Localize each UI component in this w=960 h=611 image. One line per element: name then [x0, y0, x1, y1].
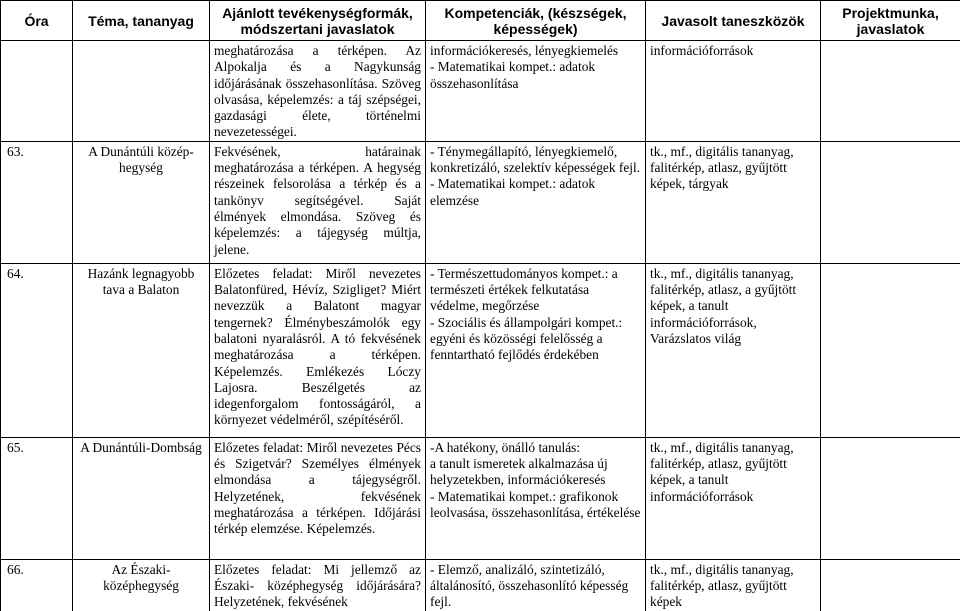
table-row	[1, 263, 960, 437]
cell-tema: Az Északi-középhegység	[73, 559, 210, 611]
cell-eszkoz: tk., mf., digitális tananyag, falitérkép, atlasz, a gyűjtött képek, a tanult információforrások, Varázslatos világ	[646, 263, 821, 437]
cell-tevekenyseg: Előzetes feladat: Miről nevezetes Pécs és Szigetvár? Személyes élmények elmondása a tájegységről. Helyzetének, fekvésének meghatározása a térképen. Időjárási térkép elemzése. Képelemzés.	[210, 437, 426, 559]
header-row	[1, 1, 960, 41]
header-tevekenyseg: Ajánlott tevékenységformák, módszertani javaslatok	[210, 1, 426, 41]
cell-tevekenyseg: Előzetes feladat: Mi jellemző az Északi- középhegység időjárására? Helyzetének, fekvésének	[210, 559, 426, 611]
cell-ora: 65.	[1, 437, 73, 559]
header-eszkoz: Javasolt taneszközök	[646, 1, 821, 41]
cell-tevekenyseg: Előzetes feladat: Miről nevezetes Balatonfüred, Hévíz, Szigliget? Miért nevezzük a Balatont magyar tengernek? Élménybeszámolók egy balatoni nyaralásról. A tó fekvésének meghatározása a térképen. Képelemzés. Emlékezés Lóczy Lajosra. Beszélgetés az idegenforgalom fontosságáról, a környezet védelméről, szépítéséről.	[210, 263, 426, 437]
cell-projekt	[821, 437, 960, 559]
table-row	[1, 141, 960, 263]
cell-kompetencia	[426, 41, 646, 142]
cell-tevekenyseg: Fekvésének, határainak meghatározása a térképen. A hegység részeinek felsorolása a térkép és a tankönyv segítségével. Saját élmények elmondása. Szöveg és képelemzés: a tájegység múltja, jelene.	[210, 141, 426, 263]
cell-tema: A Dunántúli közép-hegység	[73, 141, 210, 263]
cell-projekt	[821, 263, 960, 437]
cell-kompetencia	[426, 437, 646, 559]
table-row	[1, 559, 960, 611]
kompetencia-text: - Elemző, analizáló, szintetizáló, általánosító, összehasonlító képesség fejl.	[430, 561, 629, 610]
cell-ora: 63.	[1, 141, 73, 263]
cell-tevekenyseg: meghatározása a térképen. Az Alpokalja és a Nagykunság időjárásának összehasonlítása. Szöveg olvasása, képelemzés: a táj szépségei, gazdasági élete, történelmi nevezetességei.	[210, 41, 426, 142]
kompetencia-text: - Ténymegállapító, lényegkiemelő, konkretizáló, szelektív képességek fejl. - Matematikai kompet.: adatok elemzése	[430, 143, 641, 208]
cell-eszkoz: információforrások	[646, 41, 821, 142]
cell-projekt	[821, 559, 960, 611]
cell-ora: 66.	[1, 559, 73, 611]
kompetencia-text: információkeresés, lényegkiemelés - Matematikai kompet.: adatok összehasonlítása	[430, 43, 619, 91]
table-row	[1, 41, 960, 142]
cell-ora: 64.	[1, 263, 73, 437]
cell-kompetencia	[426, 141, 646, 263]
table-row	[1, 437, 960, 559]
cell-eszkoz: tk., mf., digitális tananyag, falitérkép, atlasz, gyűjtött képek, a tanult információforrások	[646, 437, 821, 559]
header-ora: Óra	[1, 1, 73, 41]
cell-tema: Hazánk legnagyobb tava a Balaton	[73, 263, 210, 437]
cell-projekt	[821, 41, 960, 142]
cell-ora	[1, 41, 73, 142]
cell-kompetencia	[426, 559, 646, 611]
header-kompetencia: Kompetenciák, (készségek, képességek)	[426, 1, 646, 41]
cell-eszkoz: tk., mf., digitális tananyag, falitérkép, atlasz, gyűjtött képek	[646, 559, 821, 611]
cell-tema: A Dunántúli-Dombság	[73, 437, 210, 559]
cell-projekt	[821, 141, 960, 263]
kompetencia-text: - Természettudományos kompet.: a természeti értékek felkutatása védelme, megőrzése - Szociális és állampolgári kompet.: egyéni és közösségi felelősség a fenntartható fejlődés érdekében	[430, 265, 623, 363]
cell-eszkoz: tk., mf., digitális tananyag, falitérkép, atlasz, gyűjtött képek, tárgyak	[646, 141, 821, 263]
cell-tema	[73, 41, 210, 142]
cell-kompetencia	[426, 263, 646, 437]
kompetencia-text: -A hatékony, önálló tanulás: a tanult ismeretek alkalmazása új helyzetekben, információkeresés - Matematikai kompet.: grafikonok leolvasása, összehasonlítása, értékelése	[430, 439, 641, 520]
header-tema: Téma, tananyag	[73, 1, 210, 41]
header-projekt: Projektmunka, javaslatok	[821, 1, 960, 41]
